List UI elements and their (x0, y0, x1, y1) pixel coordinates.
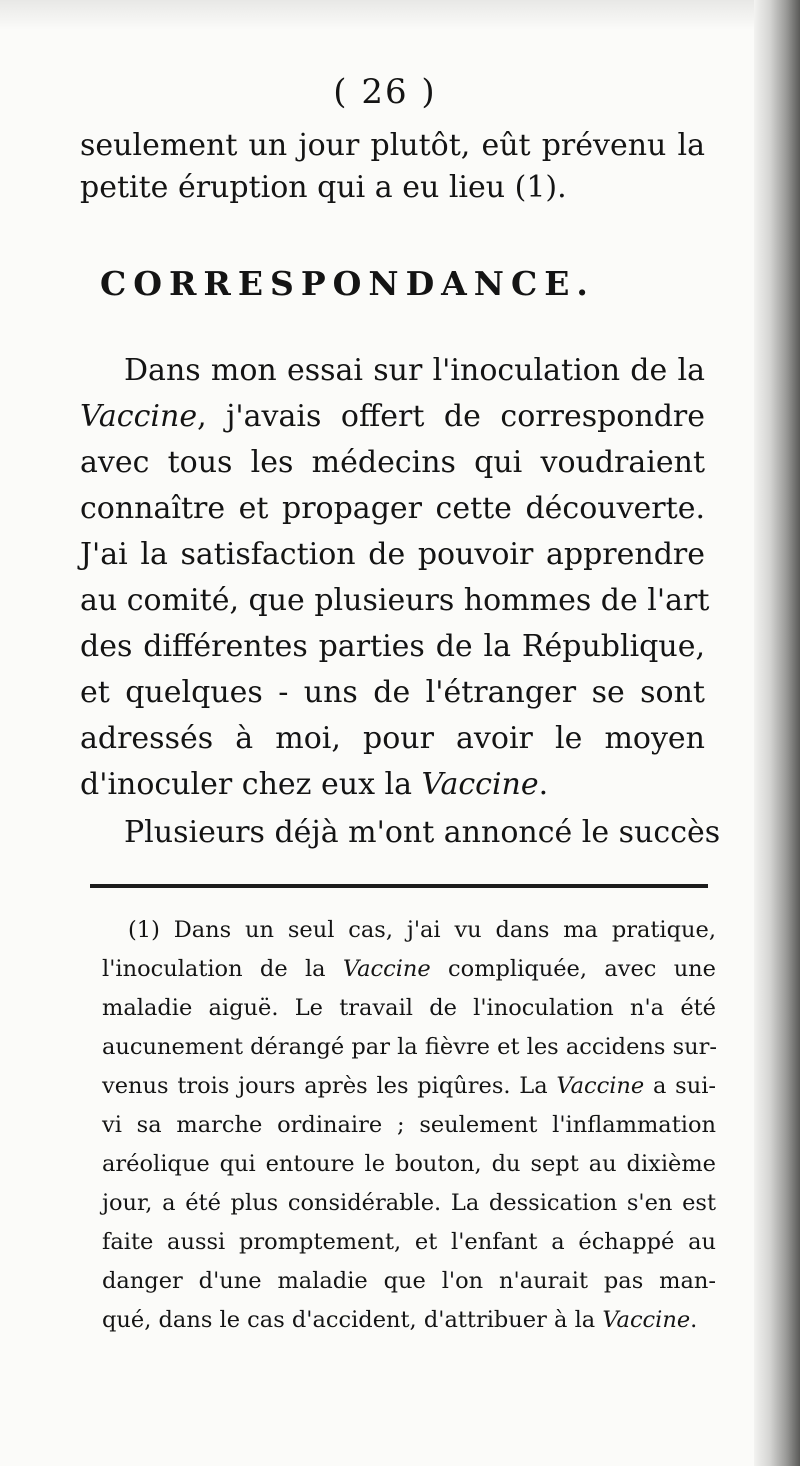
footnote-line (102, 1149, 716, 1179)
footnote-line (102, 1305, 716, 1335)
text-line (80, 672, 705, 714)
text-segment: connaître et propager cette découverte. (80, 491, 705, 526)
text-segment: maladie aiguë. Le travail de l'inoculation n'a été (102, 995, 716, 1021)
text-segment: Dans mon essai sur l'inoculation de la (124, 353, 705, 388)
text-segment: au comité, que plusieurs hommes de l'art (80, 583, 710, 618)
italic-term: Vaccine (80, 399, 198, 434)
italic-term: Vaccine (342, 956, 431, 982)
text-segment: J'ai la satisfaction de pouvoir apprendre (80, 537, 705, 572)
footnote-line (102, 954, 716, 984)
text-segment: aréolique qui entoure le bouton, du sept au dixième (102, 1151, 716, 1177)
footnote-line (102, 1032, 716, 1062)
text-segment: aucunement dérangé par la fièvre et les accidens sur- (102, 1034, 717, 1060)
footnote-line (102, 1188, 716, 1218)
section-heading: CORRESPONDANCE. (100, 264, 595, 303)
italic-term: Vaccine (556, 1073, 645, 1099)
footnote-line (102, 1110, 716, 1140)
text-segment: vi sa marche ordinaire ; seulement l'inflammation (102, 1112, 716, 1138)
footnote-line (102, 1071, 716, 1101)
footnote-rule (90, 884, 708, 888)
text-segment: danger d'une maladie que l'on n'aurait pas man- (102, 1268, 716, 1294)
text-segment: . (690, 1307, 698, 1333)
page-top-shadow (0, 0, 800, 30)
text-segment: . (538, 767, 549, 802)
text-segment: jour, a été plus considérable. La dessication s'en est (102, 1190, 716, 1216)
text-line (80, 580, 710, 622)
text-segment: qué, dans le cas d'accident, d'attribuer à la (102, 1307, 603, 1333)
text-line: Plusieurs déjà m'ont annoncé le succès (124, 815, 721, 850)
text-line: petite éruption qui a eu lieu (1). (80, 170, 567, 205)
text-segment: compliquée, avec une (430, 956, 716, 982)
text-segment: l'inoculation de la (102, 956, 343, 982)
text-line (80, 626, 705, 668)
footnote-line (128, 915, 716, 945)
text-line (80, 764, 705, 806)
text-line (80, 534, 705, 576)
text-segment: avec tous les médecins qui voudraient (80, 445, 705, 480)
italic-term: Vaccine (602, 1307, 691, 1333)
text-line (80, 442, 705, 484)
text-line (80, 718, 705, 760)
text-segment: venus trois jours après les piqûres. La (102, 1073, 557, 1099)
text-segment: des différentes parties de la République, (80, 629, 705, 664)
text-segment: adressés à moi, pour avoir le moyen (80, 721, 705, 756)
text-line (80, 396, 705, 438)
text-segment: (1) Dans un seul cas, j'ai vu dans ma pratique, (128, 917, 716, 943)
page-number: ( 26 ) (333, 72, 437, 112)
text-line (80, 488, 705, 530)
text-line (124, 350, 705, 392)
text-segment: , j'avais offert de correspondre (197, 399, 705, 434)
text-segment: a sui- (644, 1073, 716, 1099)
footnote-line (102, 1266, 716, 1296)
text-segment: faite aussi promptement, et l'enfant a échappé au (102, 1229, 716, 1255)
text-segment: d'inoculer chez eux la (80, 767, 422, 802)
italic-term: Vaccine (421, 767, 539, 802)
text-line: seulement un jour plutôt, eût prévenu la (80, 128, 705, 163)
page-gutter-shadow (754, 0, 800, 1466)
footnote-line (102, 993, 716, 1023)
text-segment: et quelques - uns de l'étranger se sont (80, 675, 705, 710)
footnote-line (102, 1227, 716, 1257)
